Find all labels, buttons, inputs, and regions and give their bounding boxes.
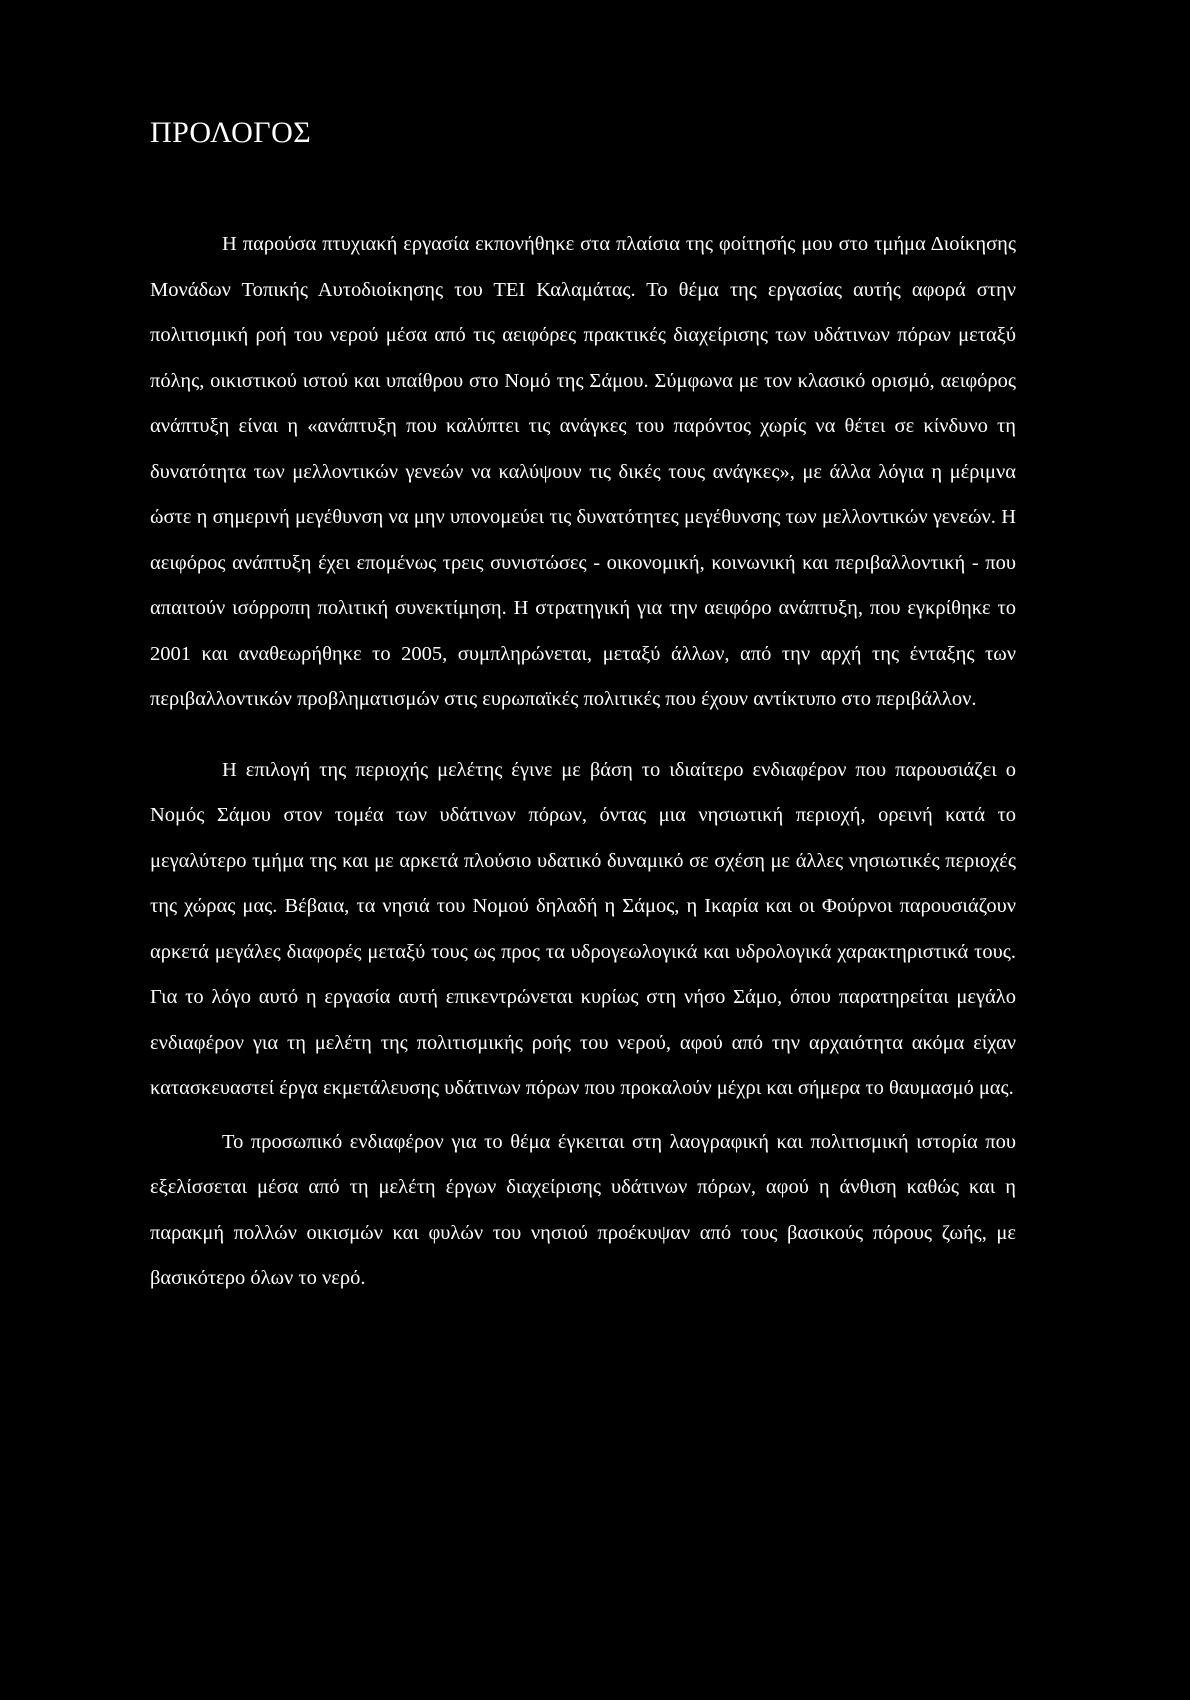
body-text: [150, 222, 1016, 1302]
page-title: ΠΡΟΛΟΓΟΣ: [150, 116, 312, 149]
paragraph-2: Η επιλογή της περιοχής μελέτης έγινε με βάση το ιδιαίτερο ενδιαφέρον που παρουσιάζει ο Νομός Σάμου στον τομέα των υδάτινων πόρων, όντας μια νησιωτική περιοχή, ορεινή κατά το μεγαλύτερο τμήμα της και με αρκετά πλούσιο υδατικό δυναμικό σε σχέση με άλλες νησιωτικές περιοχές της χώρας μας. Βέβαια, τα νησιά του Νομού δηλαδή η Σάμος, η Ικαρία και οι Φούρνοι παρουσιάζουν αρκετά μεγάλες διαφορές μεταξύ τους ως προς τα υδρογεωλογικά και υδρολογικά χαρακτηριστικά τους. Για το λόγο αυτό η εργασία αυτή επικεντρώνεται κυρίως στη νήσο Σάμο, όπου παρατηρείται μεγάλο ενδιαφέρον για τη μελέτη της πολιτισμικής ροής του νερού, αφού από την αρχαιότητα ακόμα είχαν κατασκευαστεί έργα εκμετάλευσης υδάτινων πόρων που προκαλούν μέχρι και σήμερα το θαυμασμό μας.: [150, 758, 1016, 1099]
paragraph-1: Η παρούσα πτυχιακή εργασία εκπονήθηκε στα πλαίσια της φοίτησής μου στο τμήμα Διοίκησης Μονάδων Τοπικής Αυτοδιοίκησης του ΤΕΙ Καλαμάτας. Το θέμα της εργασίας αυτής αφορά στην πολιτισμική ροή του νερού μέσα από τις αειφόρες πρακτικές διαχείρισης των υδάτινων πόρων μεταξύ πόλης, οικιστικού ιστού και υπαίθρου στο Νομό της Σάμου. Σύμφωνα με τον κλασικό ορισμό, αειφόρος ανάπτυξη είναι η «ανάπτυξη που καλύπτει τις ανάγκες του παρόντος χωρίς να θέτει σε κίνδυνο τη δυνατότητα των μελλοντικών γενεών να καλύψουν τις δικές τους ανάγκες», με άλλα λόγια η μέριμνα ώστε η σημερινή μεγέθυνση να μην υπονομεύει τις δυνατότητες μεγέθυνσης των μελλοντικών γενεών. Η αειφόρος ανάπτυξη έχει επομένως τρεις συνιστώσες - οικονομική, κοινωνική και περιβαλλοντική - που απαιτούν ισόρροπη πολιτική συνεκτίμηση. Η στρατηγική για την αειφόρο ανάπτυξη, που εγκρίθηκε το 2001 και αναθεωρήθηκε το 2005, συμπληρώνεται, μεταξύ άλλων, από την αρχή της ένταξης των περιβαλλοντικών προβληματισμών στις ευρωπαϊκές πολιτικές που έχουν αντίκτυπο στο περιβάλλον.: [150, 233, 1016, 710]
paragraph-3: Το προσωπικό ενδιαφέρον για το θέμα έγκειται στη λαογραφική και πολιτισμική ιστορία που εξελίσσεται μέσα από τη μελέτη έργων διαχείρισης υδάτινων πόρων, αφού η άνθιση καθώς και η παρακμή πολλών οικισμών και φυλών του νησιού προέκυψαν από τους βασικούς πόρους ζωής, με βασικότερο όλων το νερό.: [150, 1130, 1016, 1289]
